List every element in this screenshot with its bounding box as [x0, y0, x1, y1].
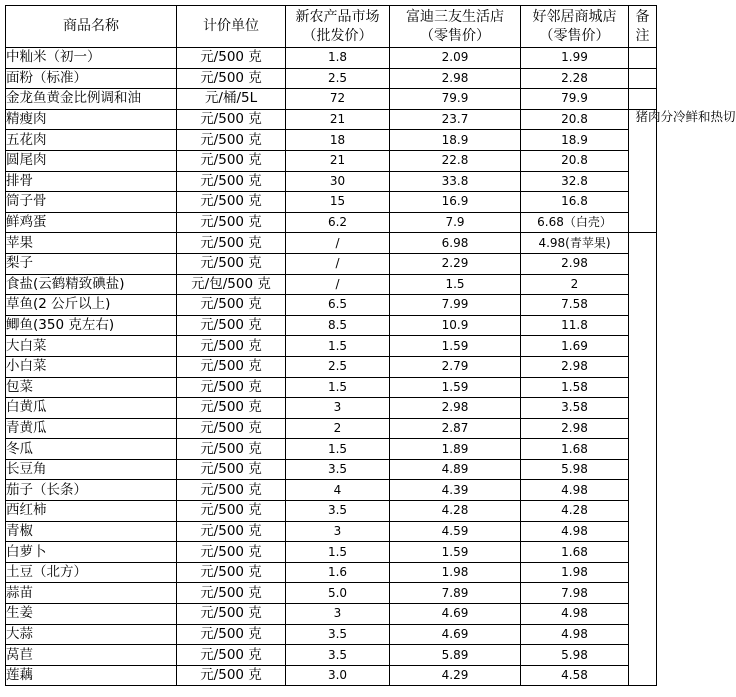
table-row	[6, 562, 657, 583]
table-row	[6, 212, 657, 233]
cell-product-name: 生姜	[6, 604, 177, 625]
cell-product-name: 白萝卜	[6, 542, 177, 563]
cell-note	[629, 48, 657, 69]
cell-product-name: 鲜鸡蛋	[6, 212, 177, 233]
cell-market-price: 8.5	[286, 315, 390, 336]
cell-fudi-price: 22.8	[390, 150, 521, 171]
cell-market-price: 21	[286, 150, 390, 171]
cell-market-price: 3	[286, 398, 390, 419]
cell-unit: 元/500 克	[177, 604, 286, 625]
cell-unit: 元/500 克	[177, 356, 286, 377]
cell-fudi-price: 7.89	[390, 583, 521, 604]
cell-product-name: 圆尾肉	[6, 150, 177, 171]
cell-unit: 元/500 克	[177, 418, 286, 439]
cell-market-price: /	[286, 274, 390, 295]
cell-market-price: /	[286, 233, 390, 254]
cell-product-name: 梨子	[6, 253, 177, 274]
cell-market-price: 1.5	[286, 542, 390, 563]
cell-market-price: 1.8	[286, 48, 390, 69]
table-row	[6, 130, 657, 151]
cell-hao-price: 2.98	[521, 356, 629, 377]
cell-market-price: 3	[286, 521, 390, 542]
table-row	[6, 583, 657, 604]
table-row	[6, 521, 657, 542]
cell-fudi-price: 5.89	[390, 645, 521, 666]
cell-fudi-price: 4.69	[390, 624, 521, 645]
table-row	[6, 233, 657, 254]
cell-market-price: 2	[286, 418, 390, 439]
cell-product-name: 草鱼(2 公斤以上)	[6, 295, 177, 316]
cell-unit: 元/500 克	[177, 665, 286, 686]
cell-unit: 元/500 克	[177, 109, 286, 130]
cell-hao-price: 1.99	[521, 48, 629, 69]
table-row	[6, 171, 657, 192]
cell-unit: 元/500 克	[177, 192, 286, 213]
cell-market-price: /	[286, 253, 390, 274]
cell-hao-price: 4.98(青苹果)	[521, 233, 629, 254]
header-market: 新农产品市场 （批发价）	[286, 6, 390, 48]
cell-market-price: 1.5	[286, 377, 390, 398]
cell-fudi-price: 16.9	[390, 192, 521, 213]
cell-market-price: 3.5	[286, 624, 390, 645]
cell-fudi-price: 7.9	[390, 212, 521, 233]
cell-fudi-price: 1.89	[390, 439, 521, 460]
cell-fudi-price: 2.87	[390, 418, 521, 439]
cell-hao-price: 5.98	[521, 459, 629, 480]
cell-unit: 元/500 克	[177, 562, 286, 583]
cell-hao-price: 7.98	[521, 583, 629, 604]
table-row	[6, 439, 657, 460]
pork-note-text: 猪肉分冷鲜和热切	[635, 108, 736, 124]
cell-product-name: 土豆（北方）	[6, 562, 177, 583]
cell-unit: 元/500 克	[177, 501, 286, 522]
cell-fudi-price: 2.98	[390, 68, 521, 89]
cell-unit: 元/500 克	[177, 645, 286, 666]
table-row	[6, 295, 657, 316]
cell-unit: 元/500 克	[177, 68, 286, 89]
cell-hao-price: 4.98	[521, 521, 629, 542]
cell-market-price: 6.2	[286, 212, 390, 233]
cell-product-name: 金龙鱼黄金比例调和油	[6, 89, 177, 110]
cell-note	[629, 68, 657, 89]
price-comparison-table	[5, 5, 736, 686]
cell-product-name: 苹果	[6, 233, 177, 254]
cell-unit: 元/500 克	[177, 295, 286, 316]
cell-hao-price: 1.69	[521, 336, 629, 357]
cell-fudi-price: 10.9	[390, 315, 521, 336]
cell-fudi-price: 33.8	[390, 171, 521, 192]
cell-market-price: 72	[286, 89, 390, 110]
cell-fudi-price: 1.5	[390, 274, 521, 295]
cell-fudi-price: 18.9	[390, 130, 521, 151]
cell-product-name: 排骨	[6, 171, 177, 192]
cell-hao-price: 4.98	[521, 624, 629, 645]
cell-market-price: 21	[286, 109, 390, 130]
cell-market-price: 1.6	[286, 562, 390, 583]
cell-hao-price: 1.68	[521, 439, 629, 460]
table-row	[6, 150, 657, 171]
cell-hao-price: 1.98	[521, 562, 629, 583]
cell-product-name: 食盐(云鹤精致碘盐)	[6, 274, 177, 295]
cell-pork-note	[629, 108, 736, 233]
table-row	[6, 480, 657, 501]
cell-unit: 元/500 克	[177, 480, 286, 501]
cell-unit: 元/500 克	[177, 233, 286, 254]
cell-product-name: 筒子骨	[6, 192, 177, 213]
cell-product-name: 冬瓜	[6, 439, 177, 460]
cell-fudi-price: 4.59	[390, 521, 521, 542]
cell-product-name: 青黄瓜	[6, 418, 177, 439]
cell-product-name: 白黄瓜	[6, 398, 177, 419]
table-row	[6, 356, 657, 377]
cell-unit: 元/500 克	[177, 130, 286, 151]
cell-fudi-price: 1.98	[390, 562, 521, 583]
table-row	[6, 377, 657, 398]
header-row	[6, 6, 657, 48]
cell-market-price: 3.5	[286, 501, 390, 522]
cell-hao-price: 11.8	[521, 315, 629, 336]
cell-product-name: 大白菜	[6, 336, 177, 357]
table-row	[6, 542, 657, 563]
table-row	[6, 604, 657, 625]
cell-fudi-price: 79.9	[390, 89, 521, 110]
cell-market-price: 3.5	[286, 645, 390, 666]
cell-product-name: 茄子（长条）	[6, 480, 177, 501]
table-row	[6, 315, 657, 336]
cell-fudi-price: 1.59	[390, 542, 521, 563]
cell-fudi-price: 2.98	[390, 398, 521, 419]
cell-fudi-price: 4.69	[390, 604, 521, 625]
cell-hao-price: 79.9	[521, 89, 629, 110]
cell-product-name: 莲藕	[6, 665, 177, 686]
cell-hao-price: 2.98	[521, 253, 629, 274]
cell-market-price: 30	[286, 171, 390, 192]
cell-market-price: 4	[286, 480, 390, 501]
cell-unit: 元/500 克	[177, 439, 286, 460]
table-row	[6, 192, 657, 213]
cell-unit: 元/500 克	[177, 336, 286, 357]
cell-unit: 元/500 克	[177, 521, 286, 542]
cell-market-price: 5.0	[286, 583, 390, 604]
cell-fudi-price: 1.59	[390, 377, 521, 398]
cell-unit: 元/500 克	[177, 315, 286, 336]
cell-fudi-price: 23.7	[390, 109, 521, 130]
cell-product-name: 小白菜	[6, 356, 177, 377]
cell-unit: 元/500 克	[177, 377, 286, 398]
cell-fudi-price: 1.59	[390, 336, 521, 357]
table-row	[6, 89, 657, 110]
table-row	[6, 459, 657, 480]
table-row	[6, 665, 657, 686]
table-body	[6, 48, 736, 686]
cell-hao-price: 2	[521, 274, 629, 295]
header-note: 备 注	[629, 6, 657, 48]
cell-unit: 元/500 克	[177, 48, 286, 69]
cell-market-price: 6.5	[286, 295, 390, 316]
table-row	[6, 336, 657, 357]
cell-market-price: 1.5	[286, 439, 390, 460]
cell-unit: 元/500 克	[177, 253, 286, 274]
cell-hao-price: 2.28	[521, 68, 629, 89]
cell-unit: 元/500 克	[177, 459, 286, 480]
header-name: 商品名称	[6, 6, 177, 48]
cell-note-blank	[629, 233, 657, 686]
cell-fudi-price: 7.99	[390, 295, 521, 316]
cell-fudi-price: 4.89	[390, 459, 521, 480]
cell-unit: 元/包/500 克	[177, 274, 286, 295]
cell-product-name: 青椒	[6, 521, 177, 542]
table-row	[6, 501, 657, 522]
cell-product-name: 莴苣	[6, 645, 177, 666]
cell-unit: 元/500 克	[177, 583, 286, 604]
cell-market-price: 2.5	[286, 68, 390, 89]
table-row	[6, 274, 657, 295]
table-row	[6, 418, 657, 439]
table-row	[6, 624, 657, 645]
cell-hao-price: 20.8	[521, 109, 629, 130]
cell-product-name: 精瘦肉	[6, 109, 177, 130]
cell-hao-price: 20.8	[521, 150, 629, 171]
cell-hao-price: 4.98	[521, 604, 629, 625]
cell-hao-price: 7.58	[521, 295, 629, 316]
cell-market-price: 3.0	[286, 665, 390, 686]
cell-hao-price: 18.9	[521, 130, 629, 151]
cell-market-price: 15	[286, 192, 390, 213]
cell-market-price: 1.5	[286, 336, 390, 357]
cell-product-name: 蒜苗	[6, 583, 177, 604]
table-row	[6, 253, 657, 274]
cell-fudi-price: 4.39	[390, 480, 521, 501]
cell-product-name: 五花肉	[6, 130, 177, 151]
cell-product-name: 鲫鱼(350 克左右)	[6, 315, 177, 336]
cell-market-price: 18	[286, 130, 390, 151]
cell-fudi-price: 6.98	[390, 233, 521, 254]
cell-market-price: 2.5	[286, 356, 390, 377]
cell-fudi-price: 2.79	[390, 356, 521, 377]
cell-hao-price: 2.98	[521, 418, 629, 439]
cell-hao-price: 1.68	[521, 542, 629, 563]
cell-unit: 元/500 克	[177, 171, 286, 192]
table-row	[6, 68, 657, 89]
cell-hao-price: 1.58	[521, 377, 629, 398]
cell-market-price: 3.5	[286, 459, 390, 480]
cell-fudi-price: 4.28	[390, 501, 521, 522]
cell-product-name: 包菜	[6, 377, 177, 398]
cell-unit: 元/500 克	[177, 212, 286, 233]
cell-unit: 元/500 克	[177, 624, 286, 645]
cell-hao-price: 16.8	[521, 192, 629, 213]
cell-fudi-price: 2.09	[390, 48, 521, 69]
table-row	[6, 109, 657, 130]
cell-hao-price: 4.58	[521, 665, 629, 686]
cell-hao-price: 5.98	[521, 645, 629, 666]
cell-unit: 元/500 克	[177, 398, 286, 419]
cell-product-name: 西红柿	[6, 501, 177, 522]
cell-note	[629, 89, 657, 110]
cell-hao-price: 4.28	[521, 501, 629, 522]
header-fudi: 富迪三友生活店 （零售价）	[390, 6, 521, 48]
cell-unit: 元/500 克	[177, 150, 286, 171]
header-hao: 好邻居商城店 （零售价）	[521, 6, 629, 48]
header-unit: 计价单位	[177, 6, 286, 48]
cell-product-name: 长豆角	[6, 459, 177, 480]
table-row	[6, 398, 657, 419]
cell-hao-price: 32.8	[521, 171, 629, 192]
cell-unit: 元/桶/5L	[177, 89, 286, 110]
cell-fudi-price: 2.29	[390, 253, 521, 274]
cell-hao-price: 3.58	[521, 398, 629, 419]
table-row	[6, 645, 657, 666]
cell-market-price: 3	[286, 604, 390, 625]
cell-hao-price: 4.98	[521, 480, 629, 501]
cell-product-name: 大蒜	[6, 624, 177, 645]
cell-product-name: 面粉（标准）	[6, 68, 177, 89]
table-row	[6, 48, 657, 69]
cell-unit: 元/500 克	[177, 542, 286, 563]
cell-fudi-price: 4.29	[390, 665, 521, 686]
cell-hao-price: 6.68（白壳）	[521, 212, 629, 233]
cell-product-name: 中籼米（初一）	[6, 48, 177, 69]
